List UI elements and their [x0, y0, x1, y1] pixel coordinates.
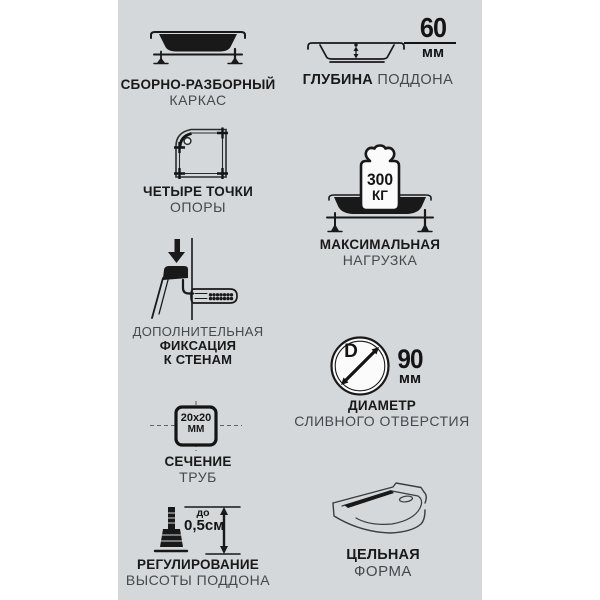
feature-pipe-title: СЕЧЕНИЕ: [164, 454, 232, 469]
pipe-cross-section-icon: [150, 401, 242, 451]
adjust-pre-label: до: [196, 507, 210, 519]
feature-depth-title: ГЛУБИНА: [302, 72, 373, 88]
feature-fixation-title: ФИКСАЦИЯ: [159, 338, 237, 353]
tray-depth-icon: [306, 40, 410, 64]
feature-load-subtitle: НАГРУЗКА: [342, 251, 418, 268]
feature-support-subtitle: ОПОРЫ: [169, 198, 227, 215]
feature-four-support-points: [118, 126, 278, 221]
drain-diameter-icon: [328, 336, 392, 398]
feature-fixation-title2: К СТЕНАМ: [163, 352, 233, 367]
feature-drain-diameter: [290, 333, 474, 433]
wall-anchor-icon: [151, 238, 239, 320]
feature-depth-title-rest: ПОДДОНА: [377, 72, 454, 88]
feature-max-load: [292, 140, 468, 270]
feature-solid-title: ЦЕЛЬНАЯ: [346, 547, 420, 563]
diameter-unit-label: мм: [398, 370, 422, 387]
feature-fixation-pre: ДОПОЛНИТЕЛЬНАЯ: [132, 324, 264, 339]
diameter-letter-label: D: [344, 341, 358, 362]
features-panel: [118, 0, 482, 600]
feature-collapsible-frame: [118, 27, 278, 122]
feature-frame-subtitle: КАРКАС: [169, 91, 227, 108]
load-unit-label: КГ: [372, 188, 388, 203]
feature-support-title: ЧЕТЫРЕ ТОЧКИ: [143, 184, 253, 199]
feature-load-title: МАКСИМАЛЬНАЯ: [319, 237, 441, 252]
feature-height-adjustment: [118, 503, 278, 598]
feature-pipe-section: [118, 400, 278, 495]
feature-solid-subtitle: ФОРМА: [354, 562, 412, 580]
load-value-label: 300: [366, 170, 394, 189]
tray-corner-icon: [330, 480, 430, 542]
tray-on-frame-icon: [148, 28, 248, 68]
feature-diameter-subtitle: СЛИВНОГО ОТВЕРСТИЯ: [294, 412, 470, 429]
depth-unit-label: мм: [421, 44, 445, 61]
feature-wall-fixation: [118, 238, 278, 373]
weight-on-tray-icon: [324, 144, 436, 238]
feature-solid-form: [295, 478, 471, 588]
pipe-size-unit: ММ: [187, 424, 205, 435]
feature-pipe-subtitle: ТРУБ: [179, 468, 217, 485]
depth-value-label: 60: [419, 12, 447, 43]
adjustable-foot-icon: [148, 504, 248, 560]
pipe-size-label: 20x20: [180, 412, 212, 424]
adjust-value-label: 0,5см: [184, 517, 225, 534]
feature-tray-depth: [292, 14, 464, 94]
feature-diameter-title: ДИАМЕТР: [348, 398, 416, 413]
four-point-square-icon: [171, 127, 231, 181]
diameter-value-label: 90: [397, 344, 423, 374]
feature-frame-title: СБОРНО-РАЗБОРНЫЙ: [120, 77, 276, 92]
feature-height-title: РЕГУЛИРОВАНИЕ: [137, 557, 259, 572]
feature-height-subtitle: ВЫСОТЫ ПОДДОНА: [125, 571, 271, 588]
